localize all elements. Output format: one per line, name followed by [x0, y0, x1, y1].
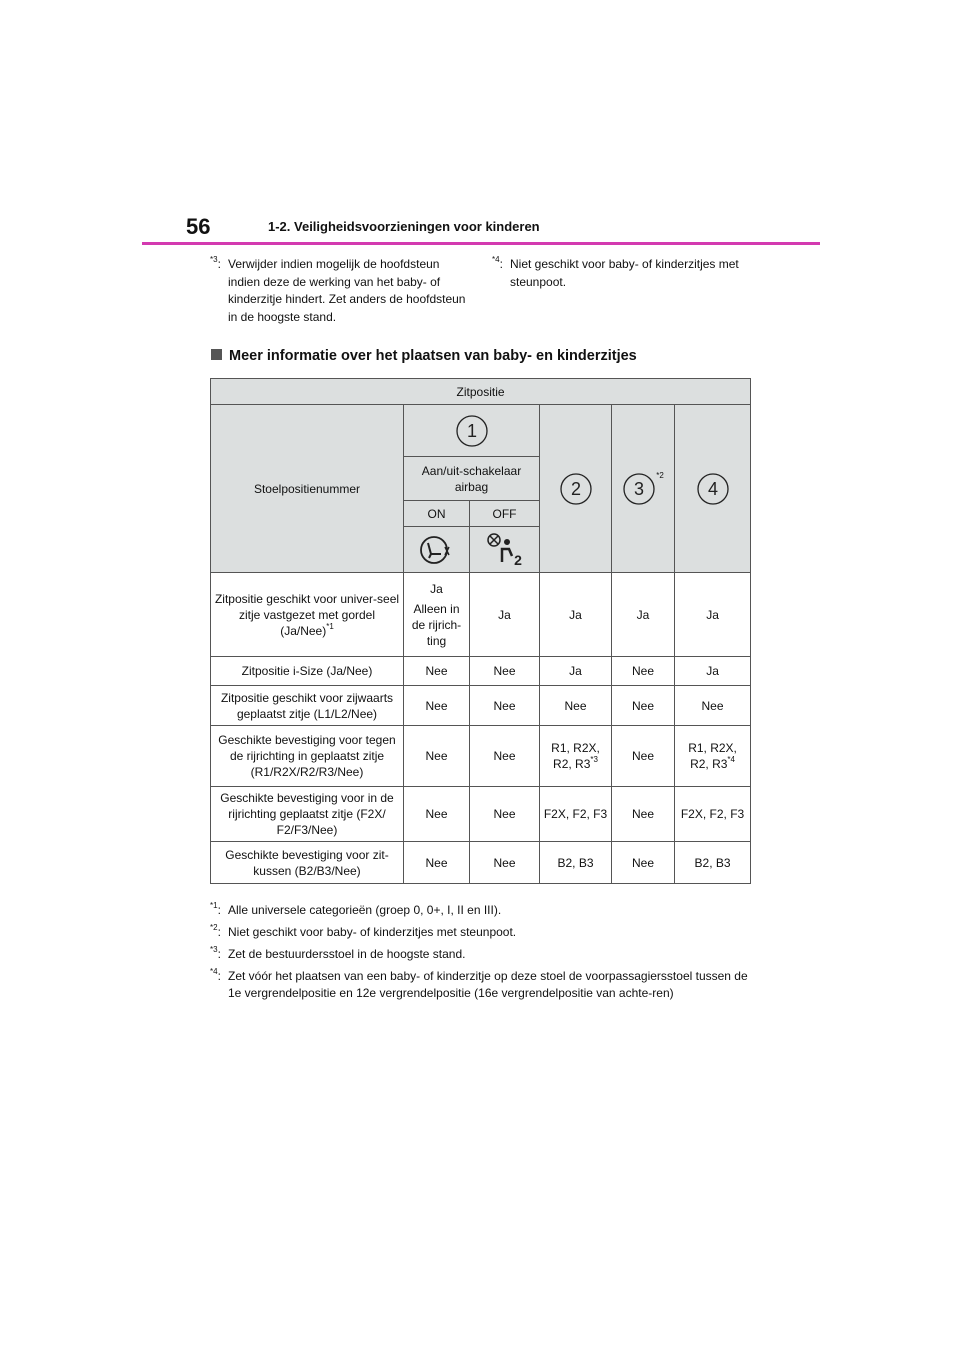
- cell-seat-4: Nee: [675, 686, 751, 726]
- footnote: $^{*3}$: Zet de bestuurdersstoel in de hoogste stand.: [210, 945, 466, 961]
- section-title: 1-2. Veiligheidsvoorzieningen voor kinderen: [268, 219, 540, 234]
- seat-number-1: [404, 405, 540, 457]
- row-label: Geschikte bevestiging voor tegen de rijrichting in geplaatst zitje (R1/R2X/R2/R3/Nee): [211, 726, 404, 787]
- seat-3-icon: [622, 472, 656, 506]
- cell-seat-2: F2X, F2, F3: [540, 787, 612, 842]
- row-label: Geschikte bevestiging voor zit-kussen (B2/B3/Nee): [211, 842, 404, 884]
- cell-on: Ja Alleen in de rijrich-ting: [404, 573, 470, 657]
- note-text: Verwijder indien mogelijk de hoofdsteun indien deze de werking van het baby- of kinderzitje hindert. Zet anders de hoofdsteun in de hoogste stand.: [228, 257, 466, 324]
- cell-on: Nee: [404, 842, 470, 884]
- cell-off: Nee: [470, 726, 540, 787]
- cell-seat-2: Nee: [540, 686, 612, 726]
- note-mark: $^{*4}$:: [492, 255, 503, 271]
- svg-text:4: 4: [707, 478, 718, 499]
- table-row: [211, 787, 751, 842]
- row-header-label: Stoelpositienummer: [211, 405, 404, 573]
- header-divider: [142, 242, 820, 245]
- cell-off: Ja: [470, 573, 540, 657]
- table-row: [211, 726, 751, 787]
- cell-on: Nee: [404, 787, 470, 842]
- svg-text:1: 1: [466, 420, 477, 441]
- airbag-off-icon-cell: [470, 527, 540, 573]
- bullet-square-icon: [211, 349, 222, 360]
- svg-text:3: 3: [634, 478, 645, 499]
- passenger-airbag-off-icon: [485, 532, 525, 568]
- table-row: [211, 686, 751, 726]
- cell-off: Nee: [470, 657, 540, 686]
- cell-seat-2: R1, R2X, R2, R3$^{*3}$: [540, 726, 612, 787]
- table-row: [211, 657, 751, 686]
- cell-seat-3: Nee: [612, 842, 675, 884]
- seat-1-icon: [455, 414, 489, 448]
- cell-seat-2: Ja: [540, 573, 612, 657]
- cell-seat-4: F2X, F2, F3: [675, 787, 751, 842]
- cell-seat-3: Nee: [612, 787, 675, 842]
- subheading: Meer informatie over het plaatsen van baby- en kinderzitjes: [211, 348, 637, 364]
- airbag-on-label: ON: [404, 501, 470, 527]
- note-star3-top: [210, 256, 468, 326]
- footnote: $^{*1}$: Alle universele categorieën (groep 0, 0+, I, II en III).: [210, 901, 502, 917]
- seating-position-table: [210, 378, 751, 884]
- cell-seat-3: Nee: [612, 726, 675, 787]
- note-text: Niet geschikt voor baby- of kinderzitjes met steunpoot.: [510, 257, 739, 289]
- row-label: Zitpositie geschikt voor zijwaarts geplaatst zitje (L1/L2/Nee): [211, 686, 404, 726]
- seat-4-icon: [696, 472, 730, 506]
- cell-off: Nee: [470, 686, 540, 726]
- cell-off: Nee: [470, 842, 540, 884]
- table-row: [211, 842, 751, 884]
- footnotes: [210, 902, 758, 1007]
- cell-off: Nee: [470, 787, 540, 842]
- page-number: 56: [186, 214, 211, 239]
- cell-seat-2: B2, B3: [540, 842, 612, 884]
- cell-seat-4: Ja: [675, 657, 751, 686]
- row-label: Geschikte bevestiging voor in de rijrichting geplaatst zitje (F2X/ F2/F3/Nee): [211, 787, 404, 842]
- row-label: Zitpositie geschikt voor univer-seel zitje vastgezet met gordel (Ja/Nee)$^{*1}$: [211, 573, 404, 657]
- cell-seat-3: Nee: [612, 686, 675, 726]
- note-mark: $^{*3}$:: [210, 255, 221, 271]
- seat-number-4: [675, 405, 751, 573]
- cell-on: Nee: [404, 726, 470, 787]
- airbag-off-label: OFF: [470, 501, 540, 527]
- cell-seat-2: Ja: [540, 657, 612, 686]
- footnote: $^{*2}$: Niet geschikt voor baby- of kinderzitjes met steunpoot.: [210, 923, 517, 939]
- svg-text:2: 2: [570, 478, 581, 499]
- table-row: [211, 573, 751, 657]
- table-title: Zitpositie: [211, 379, 751, 405]
- cell-seat-4: B2, B3: [675, 842, 751, 884]
- cell-seat-3: Nee: [612, 657, 675, 686]
- footnote: $^{*4}$: Zet vóór het plaatsen van een baby- of kinderzitje op deze stoel de voorpassagiersstoel tussen de 1e vergrendelpositie en 12e vergrendelpositie (16e vergrendelpositie van achte-ren): [210, 967, 748, 1000]
- cell-seat-3: Ja: [612, 573, 675, 657]
- footnote-ref: *2: [656, 470, 664, 480]
- cell-seat-4: R1, R2X, R2, R3$^{*4}$: [675, 726, 751, 787]
- row-label: Zitpositie i-Size (Ja/Nee): [211, 657, 404, 686]
- note-star4-top: [492, 256, 750, 291]
- cell-on: Nee: [404, 657, 470, 686]
- seat-2-icon: [559, 472, 593, 506]
- seat-number-3: [612, 405, 675, 573]
- svg-text:2: 2: [513, 551, 522, 568]
- passenger-airbag-on-icon: [419, 535, 455, 565]
- cell-seat-4: Ja: [675, 573, 751, 657]
- seat-number-2: [540, 405, 612, 573]
- airbag-switch-label: Aan/uit-schakelaar airbag: [404, 457, 540, 501]
- cell-on: Nee: [404, 686, 470, 726]
- airbag-on-icon-cell: [404, 527, 470, 573]
